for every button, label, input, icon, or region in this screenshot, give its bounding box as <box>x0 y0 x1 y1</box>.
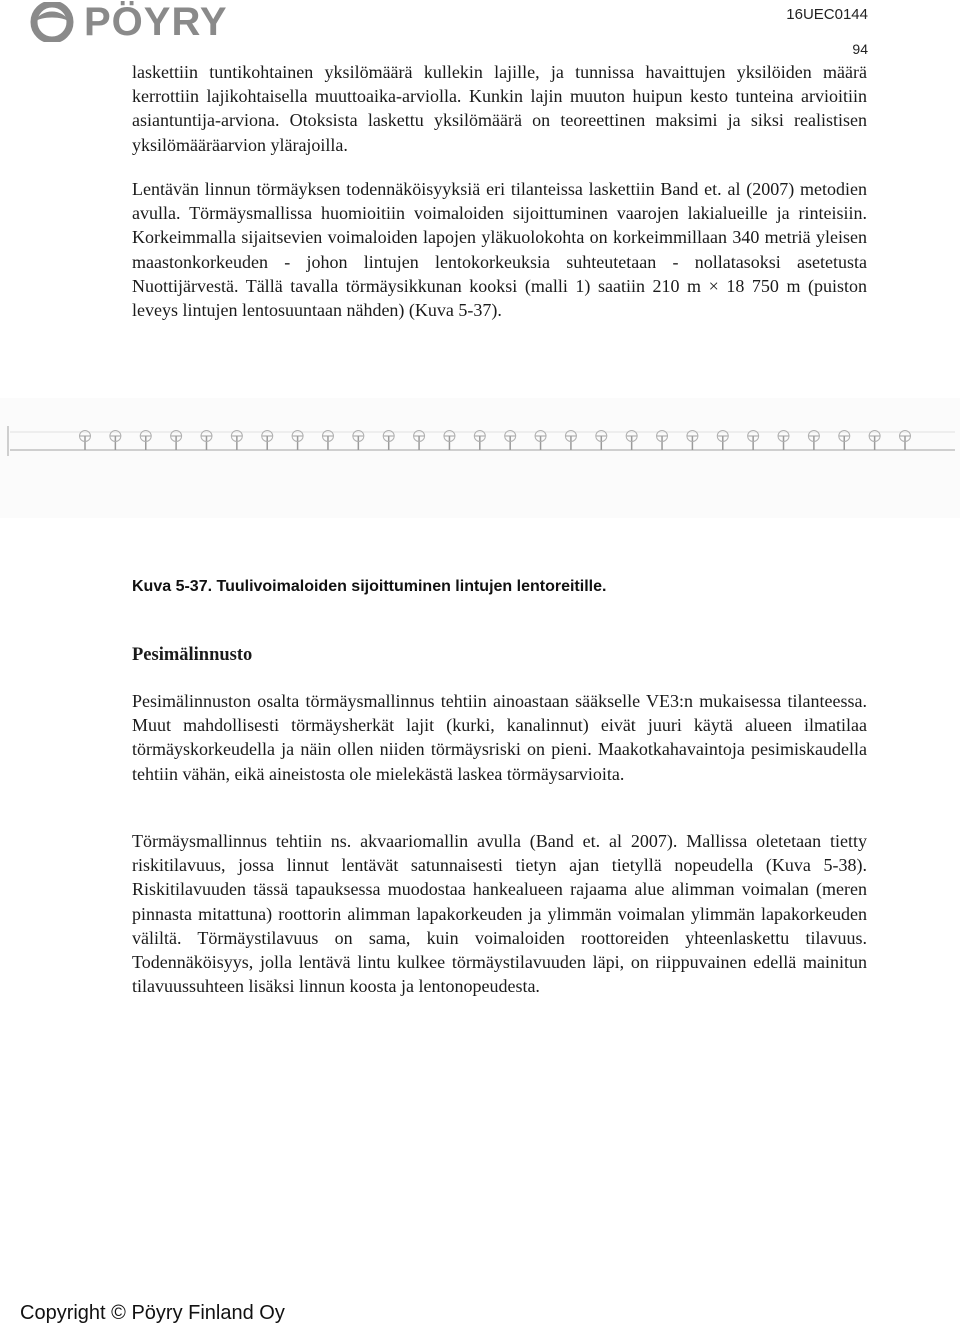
paragraph-aquarium-model <box>132 829 867 998</box>
paragraph-text: Lentävän linnun törmäyksen todennäköisyyksiä eri tilanteissa laskettiin Band et. al (2007) metodien avulla. Törmäysmallissa huomioitiin voimaloiden sijoittuminen vaarojen lakialueille ja rinteisiin. Korkeimmalla sijaitsevien voimaloiden lapojen yläkuolokohta on korkeimmillaan 340 metriä yleisen maastonkorkeuden - johon lintujen lentokorkeuksia suhteutetaan - nollatasoksi asetetusta Nuottijärvestä. Tällä tavalla törmäysikkunan kooksi (malli 1) saatiin 210 m × 18 750 m (puiston leveys lintujen lentosuuntaan nähden) (Kuva 5-37). <box>132 179 867 321</box>
poyry-logo <box>28 2 228 42</box>
document-id: 16UEC0144 <box>786 6 868 23</box>
paragraph-breeding-birds <box>132 689 867 786</box>
paragraph-sample-counts <box>132 60 867 157</box>
paragraph-text: laskettiin tuntikohtainen yksilömäärä kullekin lajille, ja tunnissa havaittujen yksilöiden määrä kerrottiin lajikohtaisella muuttoaika-arviolla. Kunkin lajin muuton huipun kesto tunteina arvioitiin asiantuntija-arviona. Otoksista laskettu yksilömäärä on teoreettinen maksimi ja siksi realistisen yksilömääräarvion ylärajoilla. <box>132 62 867 155</box>
turbine-layout-figure <box>0 398 960 518</box>
figure-caption: Kuva 5-37. Tuulivoimaloiden sijoittuminen lintujen lentoreitille. <box>132 578 607 595</box>
section-heading: Pesimälinnusto <box>132 645 253 665</box>
paragraph-collision-model <box>132 177 867 322</box>
paragraph-text: Pesimälinnuston osalta törmäysmallinnus tehtiin ainoastaan sääkselle VE3:n mukaisessa tilanteessa. Muut mahdollisesti törmäysherkät lajit (kurki, kanalinnut) eivät juuri käytä alueen ilmatilaa törmäyskorkeudella ja näin ollen niiden törmäysriski on pieni. Maakotkahavaintoja pesimiskaudella tehtiin vähän, eikä aineistosta ole mielekästä laskea törmäysarvioita. <box>132 691 867 784</box>
poyry-logo-mark <box>28 2 78 42</box>
copyright-footer: Copyright © Pöyry Finland Oy <box>20 1302 285 1324</box>
paragraph-text: Törmäysmallinnus tehtiin ns. akvaariomallin avulla (Band et. al 2007). Mallissa oletetaan tietty riskitilavuus, jossa linnut lentävät satunnaisesti tietyn ajan tietyllä nopeudella (Kuva 5-38). Riskitilavuuden tässä tapauksessa muodostaa hankealueen rajaama alue alimman voimalan (meren pinnasta mitattuna) roottorin alimman lapakorkeuden ja ylimmän voimalan ylimmän lapakorkeuden väliltä. Törmäystilavuus on sama, kuin voimaloiden roottoreiden yhteenlaskettu tilavuus. Todennäköisyys, jolla lentävä lintu kulkee törmäystilavuuden läpi, on riippuvainen edellä mainitun tilavuussuhteen lisäksi linnun koosta ja lentonopeudesta. <box>132 831 867 997</box>
logo-wordmark: PÖYRY <box>84 0 228 44</box>
page-number: 94 <box>852 41 868 57</box>
